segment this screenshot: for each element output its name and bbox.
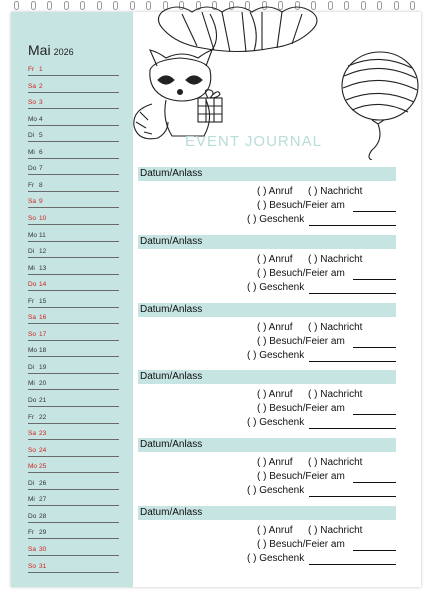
weekday-abbrev: Fr bbox=[28, 413, 35, 421]
day-row[interactable] bbox=[28, 159, 119, 175]
day-row[interactable] bbox=[28, 507, 119, 523]
journal-title: EVENT JOURNAL bbox=[185, 133, 322, 150]
weekday-abbrev: So bbox=[28, 330, 36, 338]
day-number: 29 bbox=[39, 529, 47, 537]
day-number: 7 bbox=[39, 165, 43, 173]
day-number: 19 bbox=[39, 363, 47, 371]
entry-header-bar bbox=[138, 438, 396, 452]
day-row[interactable] bbox=[28, 292, 119, 308]
gift-blank-line[interactable] bbox=[309, 361, 396, 362]
weekday-abbrev: Di bbox=[28, 132, 35, 140]
day-row[interactable] bbox=[28, 325, 119, 341]
day-row[interactable] bbox=[28, 540, 119, 556]
day-row[interactable] bbox=[28, 176, 119, 192]
date-blank-line[interactable] bbox=[353, 414, 396, 415]
weekday-abbrev: Fr bbox=[28, 181, 35, 189]
day-row[interactable] bbox=[28, 110, 119, 126]
day-row[interactable] bbox=[28, 143, 119, 159]
entry-heading: Datum/Anlass bbox=[140, 371, 203, 383]
day-number: 27 bbox=[39, 496, 47, 504]
day-number: 13 bbox=[39, 264, 47, 272]
option-besuch[interactable]: ( ) Besuch/Feier am bbox=[257, 200, 345, 211]
binding-ring bbox=[47, 1, 52, 10]
weekday-abbrev: Do bbox=[28, 512, 37, 520]
day-number: 14 bbox=[39, 281, 47, 289]
day-number: 22 bbox=[39, 413, 47, 421]
weekday-abbrev: So bbox=[28, 99, 36, 107]
weekday-abbrev: Di bbox=[28, 479, 35, 487]
binding-ring bbox=[14, 1, 19, 10]
day-number: 1 bbox=[39, 66, 43, 73]
option-nachricht[interactable]: ( ) Nachricht bbox=[308, 389, 363, 401]
option-geschenk[interactable]: ( ) Geschenk bbox=[247, 281, 305, 293]
option-nachricht[interactable]: ( ) Nachricht bbox=[308, 253, 363, 265]
day-number: 6 bbox=[39, 148, 43, 156]
entry-heading: Datum/Anlass bbox=[140, 439, 203, 451]
entry-header-bar bbox=[138, 167, 396, 181]
weekday-abbrev: Do bbox=[28, 281, 37, 289]
entry-header-bar bbox=[138, 303, 396, 317]
day-number: 21 bbox=[39, 397, 47, 404]
day-row[interactable] bbox=[28, 275, 119, 291]
weekday-abbrev: Mi bbox=[28, 496, 35, 504]
option-nachricht[interactable]: ( ) Nachricht bbox=[308, 186, 363, 197]
gift-blank-line[interactable] bbox=[309, 225, 396, 226]
weekday-abbrev: So bbox=[28, 446, 36, 454]
day-row[interactable] bbox=[28, 490, 119, 506]
day-list-sidebar bbox=[11, 12, 133, 587]
day-row[interactable] bbox=[28, 126, 119, 142]
day-number: 23 bbox=[39, 430, 47, 438]
binding-ring bbox=[113, 1, 118, 10]
option-geschenk[interactable]: ( ) Geschenk bbox=[247, 349, 305, 361]
weekday-abbrev: So bbox=[28, 214, 36, 222]
weekday-abbrev: Mi bbox=[28, 148, 35, 156]
option-geschenk[interactable]: ( ) Geschenk bbox=[247, 553, 305, 564]
weekday-abbrev: Sa bbox=[28, 430, 36, 438]
weekday-abbrev: Mo bbox=[28, 347, 38, 355]
gift-blank-line[interactable] bbox=[309, 428, 396, 429]
day-row[interactable] bbox=[28, 341, 119, 357]
option-besuch[interactable]: ( ) Besuch/Feier am bbox=[257, 539, 345, 550]
day-number: 17 bbox=[39, 330, 47, 338]
month-heading bbox=[28, 42, 74, 58]
option-anruf[interactable]: ( ) Anruf bbox=[257, 525, 293, 536]
date-blank-line[interactable] bbox=[353, 279, 396, 280]
day-number: 2 bbox=[39, 82, 43, 90]
gift-blank-line[interactable] bbox=[309, 496, 396, 497]
option-nachricht[interactable]: ( ) Nachricht bbox=[308, 525, 363, 536]
option-anruf[interactable]: ( ) Anruf bbox=[257, 457, 293, 469]
option-anruf[interactable]: ( ) Anruf bbox=[257, 321, 293, 333]
day-number: 24 bbox=[39, 446, 47, 454]
day-number: 8 bbox=[39, 181, 43, 189]
weekday-abbrev: Mo bbox=[28, 115, 38, 123]
option-geschenk[interactable]: ( ) Geschenk bbox=[247, 417, 305, 429]
day-number: 3 bbox=[39, 99, 43, 107]
day-number: 28 bbox=[39, 512, 47, 520]
entry-heading: Datum/Anlass bbox=[140, 168, 203, 179]
weekday-abbrev: Fr bbox=[28, 66, 35, 73]
option-besuch[interactable]: ( ) Besuch/Feier am bbox=[257, 267, 345, 279]
day-row[interactable] bbox=[28, 523, 119, 539]
day-row[interactable] bbox=[28, 209, 119, 225]
day-row[interactable] bbox=[28, 93, 119, 109]
entry-heading: Datum/Anlass bbox=[140, 507, 203, 518]
weekday-abbrev: Mo bbox=[28, 231, 38, 239]
option-geschenk[interactable]: ( ) Geschenk bbox=[247, 485, 305, 497]
day-number: 9 bbox=[39, 198, 43, 206]
day-number: 5 bbox=[39, 132, 43, 140]
day-row[interactable] bbox=[28, 77, 119, 93]
weekday-abbrev: Do bbox=[28, 165, 37, 173]
entry-heading: Datum/Anlass bbox=[140, 303, 203, 315]
day-row[interactable] bbox=[28, 441, 119, 457]
day-row[interactable] bbox=[28, 374, 119, 390]
day-row[interactable] bbox=[28, 60, 119, 76]
day-number: 10 bbox=[39, 214, 47, 222]
binding-ring bbox=[31, 1, 36, 10]
gift-blank-line[interactable] bbox=[309, 293, 396, 294]
day-row[interactable] bbox=[28, 192, 119, 208]
option-besuch[interactable]: ( ) Besuch/Feier am bbox=[257, 335, 345, 347]
binding-ring bbox=[97, 1, 102, 10]
day-number: 30 bbox=[39, 545, 47, 553]
raccoon-illustration bbox=[134, 50, 222, 139]
date-blank-line[interactable] bbox=[353, 347, 396, 348]
day-number: 18 bbox=[39, 347, 47, 355]
day-row[interactable] bbox=[28, 557, 119, 573]
weekday-abbrev: Mi bbox=[28, 264, 35, 272]
month-name: Mai bbox=[28, 42, 51, 58]
day-row[interactable] bbox=[28, 424, 119, 440]
weekday-abbrev: Fr bbox=[28, 297, 35, 305]
entry-heading: Datum/Anlass bbox=[140, 235, 203, 247]
day-number: 12 bbox=[39, 248, 47, 256]
weekday-abbrev: Sa bbox=[28, 545, 36, 553]
day-number: 26 bbox=[39, 479, 47, 487]
entry-header-bar bbox=[138, 506, 396, 520]
weekday-abbrev: Di bbox=[28, 248, 35, 256]
day-row[interactable] bbox=[28, 457, 119, 473]
weekday-abbrev: Do bbox=[28, 397, 37, 404]
day-number: 25 bbox=[39, 463, 47, 471]
day-number: 31 bbox=[39, 562, 47, 570]
option-anruf[interactable]: ( ) Anruf bbox=[257, 253, 293, 265]
weekday-abbrev: Fr bbox=[28, 529, 35, 537]
option-geschenk[interactable]: ( ) Geschenk bbox=[247, 214, 305, 225]
day-row[interactable] bbox=[28, 259, 119, 275]
binding-ring bbox=[64, 1, 69, 10]
option-nachricht[interactable]: ( ) Nachricht bbox=[308, 457, 363, 469]
day-row[interactable] bbox=[28, 391, 119, 407]
entry-header-bar bbox=[138, 370, 396, 384]
date-blank-line[interactable] bbox=[353, 482, 396, 483]
weekday-abbrev: Di bbox=[28, 363, 35, 371]
date-blank-line[interactable] bbox=[353, 550, 396, 551]
option-anruf[interactable]: ( ) Anruf bbox=[257, 389, 293, 401]
day-number: 4 bbox=[39, 115, 43, 123]
date-blank-line[interactable] bbox=[353, 211, 396, 212]
flower-illustration bbox=[158, 7, 317, 52]
weekday-abbrev: Sa bbox=[28, 314, 36, 322]
day-row[interactable] bbox=[28, 358, 119, 374]
day-row[interactable] bbox=[28, 308, 119, 324]
weekday-abbrev: Sa bbox=[28, 198, 36, 206]
binding-ring bbox=[80, 1, 85, 10]
day-row[interactable] bbox=[28, 474, 119, 490]
day-number: 15 bbox=[39, 297, 47, 305]
entry-header-bar bbox=[138, 235, 396, 249]
weekday-abbrev: So bbox=[28, 562, 36, 570]
day-number: 16 bbox=[39, 314, 47, 322]
day-row[interactable] bbox=[28, 408, 119, 424]
year-label: 2026 bbox=[53, 47, 74, 57]
option-anruf[interactable]: ( ) Anruf bbox=[257, 186, 293, 197]
weekday-abbrev: Mi bbox=[28, 380, 35, 388]
day-row[interactable] bbox=[28, 226, 119, 242]
gift-blank-line[interactable] bbox=[309, 564, 396, 565]
day-number: 11 bbox=[39, 231, 46, 239]
weekday-abbrev: Sa bbox=[28, 82, 36, 90]
option-nachricht[interactable]: ( ) Nachricht bbox=[308, 321, 363, 333]
balloon-illustration bbox=[342, 52, 418, 160]
day-row[interactable] bbox=[28, 242, 119, 258]
weekday-abbrev: Mo bbox=[28, 463, 38, 471]
day-number: 20 bbox=[39, 380, 47, 388]
option-besuch[interactable]: ( ) Besuch/Feier am bbox=[257, 471, 345, 483]
option-besuch[interactable]: ( ) Besuch/Feier am bbox=[257, 403, 345, 415]
